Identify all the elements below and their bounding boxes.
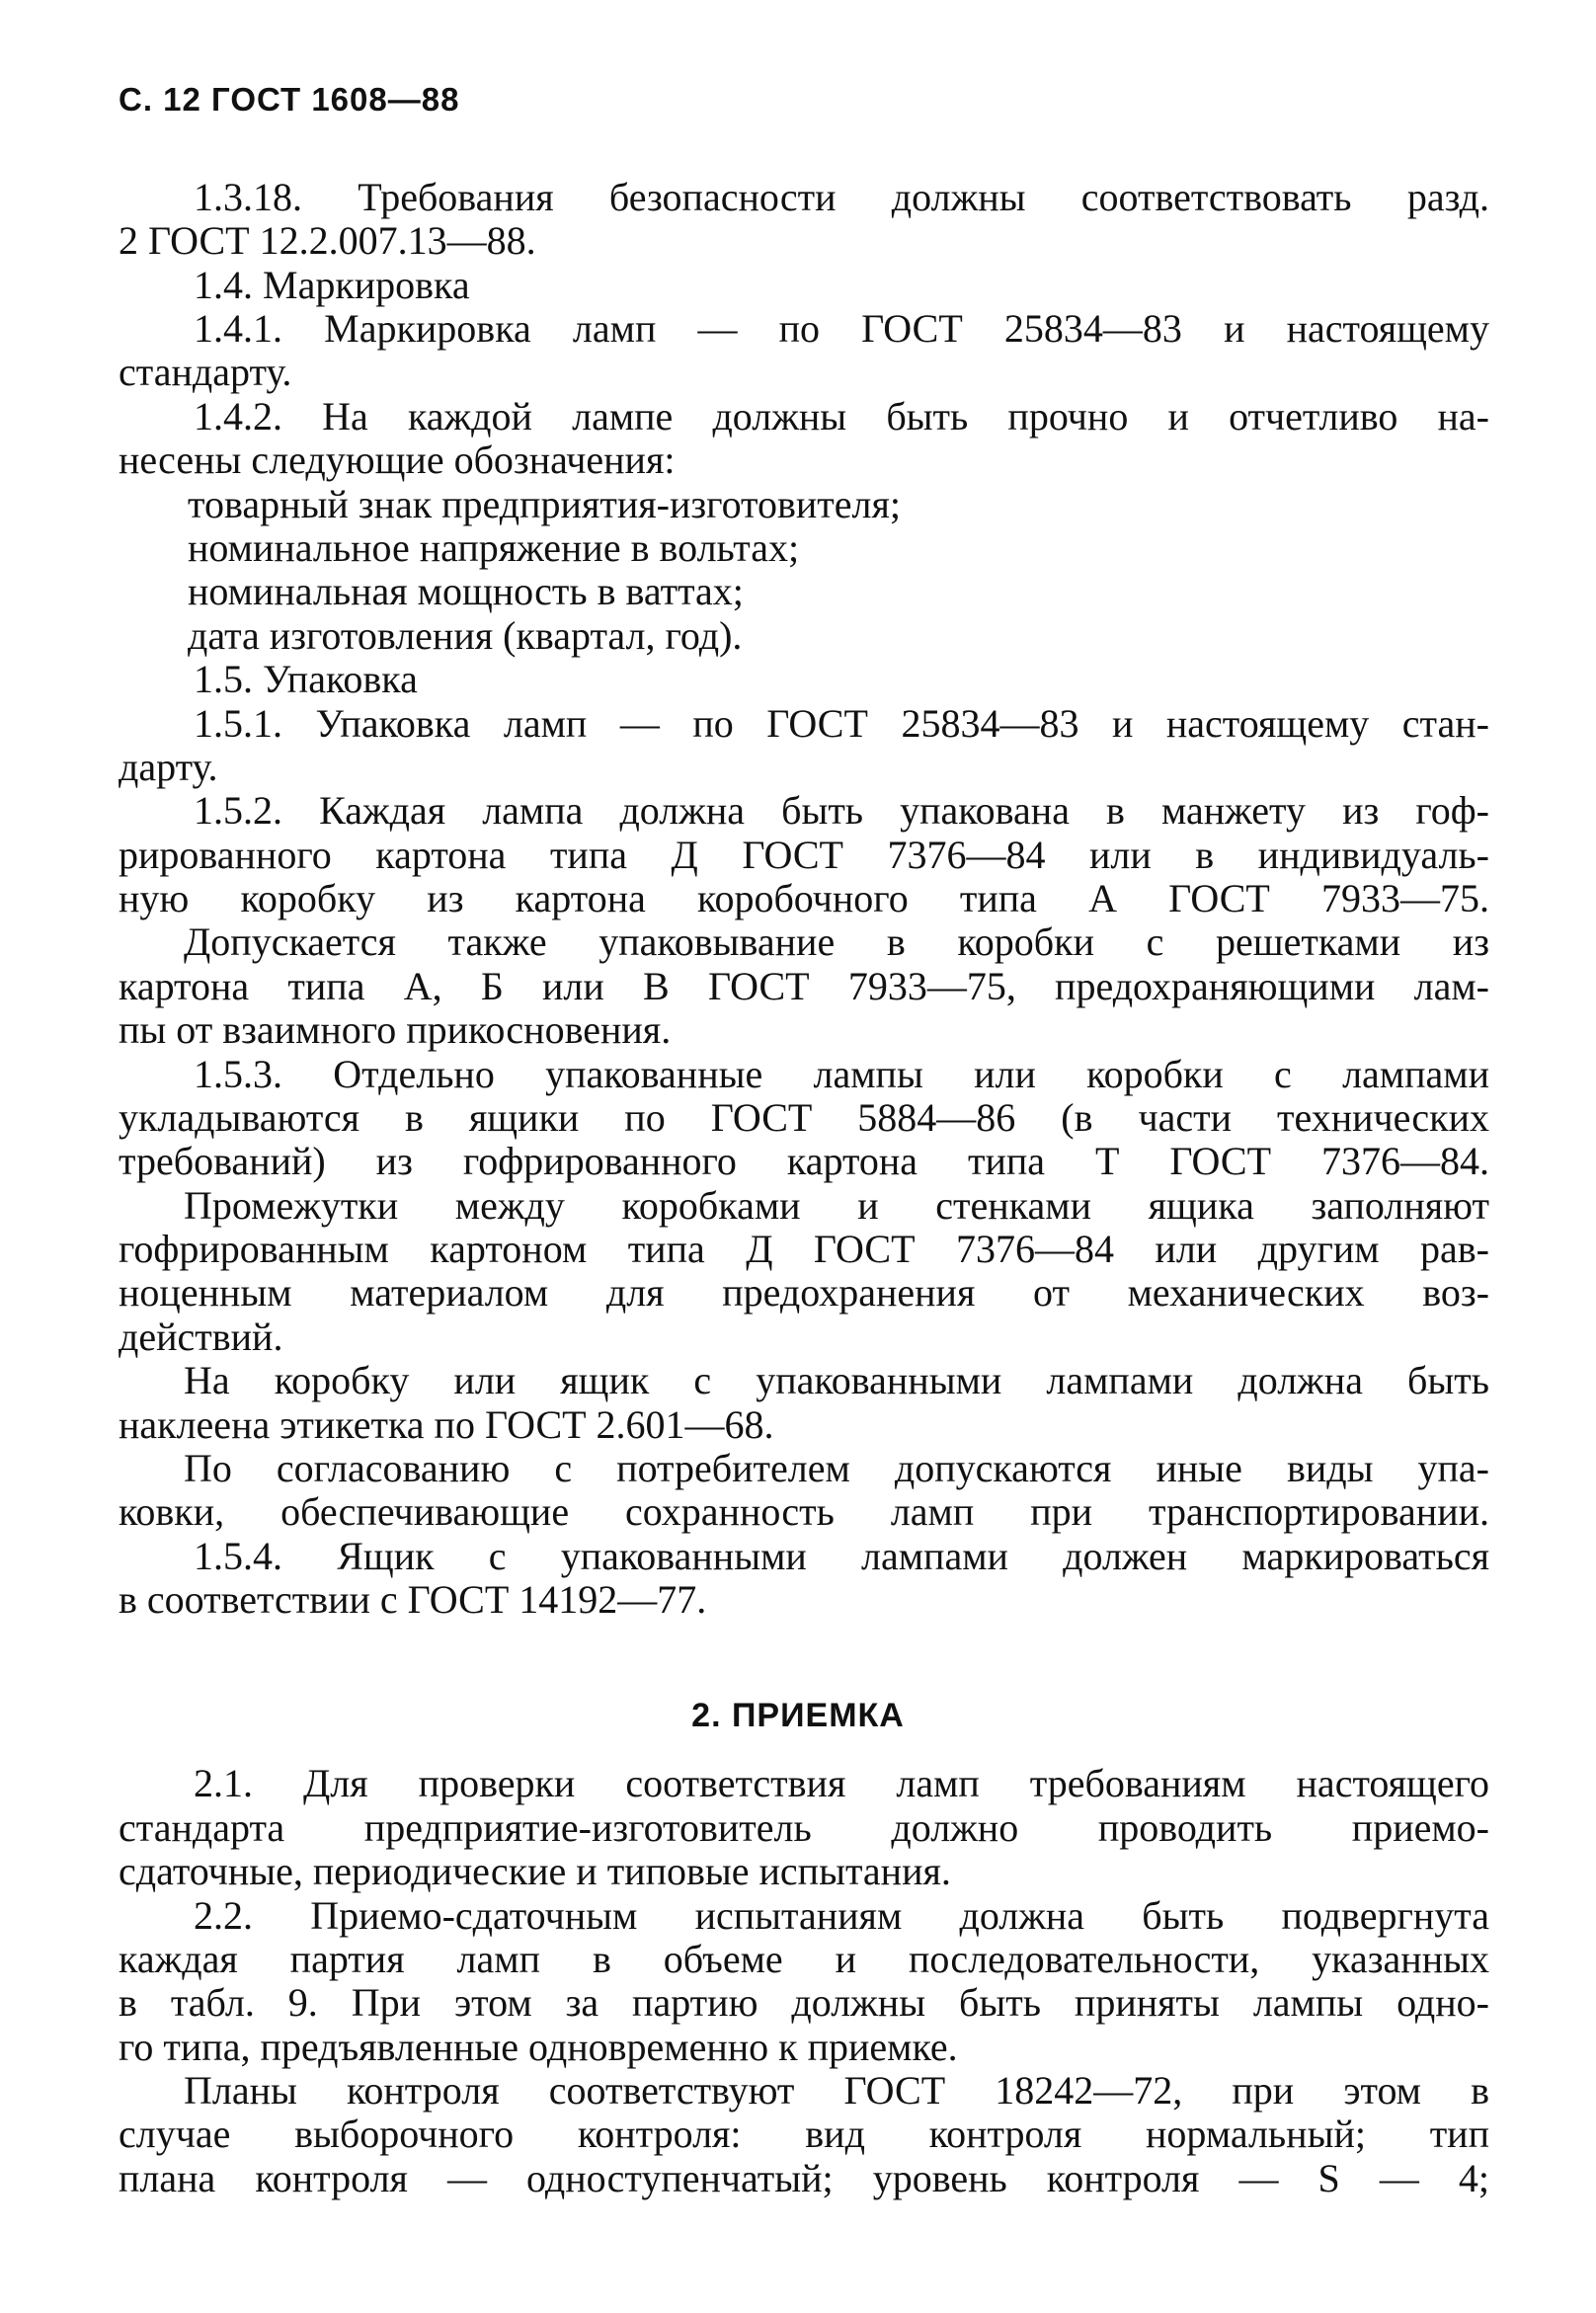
body-text-line-21: 1.5.3. Отдельно упакованные лампы или коробки с лампами <box>194 1052 1489 1096</box>
body-text-line-9: номинальное напряжение в вольтах; <box>188 525 800 570</box>
body-text-line-30: По согласованию с потребителем допускаются иные виды упа- <box>184 1446 1489 1490</box>
body-text-line-4: 1.4.1. Маркировка ламп — по ГОСТ 25834—83 и настоящему <box>194 306 1489 351</box>
body-text-line-32: 1.5.4. Ящик с упакованными лампами должен маркироваться <box>194 1534 1489 1578</box>
body-text-line-3: 1.4. Маркировка <box>194 263 470 307</box>
body-text-line-7: несены следующие обозначения: <box>119 438 676 482</box>
body-text-line-18: Допускается также упаковывание в коробки с решетками из <box>184 919 1489 964</box>
body-text-line-23: требований) из гофрированного картона типа Т ГОСТ 7376—84. <box>119 1139 1489 1183</box>
body-text-line-10: номинальная мощность в ваттах; <box>188 569 744 613</box>
body-text-line-27: действий. <box>119 1315 283 1359</box>
body-text-line-19: картона типа А, Б или В ГОСТ 7933—75, предохраняющими лам- <box>119 964 1489 1008</box>
body-text-line-2: 2 ГОСТ 12.2.007.13—88. <box>119 218 536 263</box>
body-text-line-17: ную коробку из картона коробочного типа А ГОСТ 7933—75. <box>119 876 1489 920</box>
body-text-line-24: Промежутки между коробками и стенками ящика заполняют <box>184 1183 1489 1228</box>
page-header: С. 12 ГОСТ 1608—88 <box>119 81 460 118</box>
acceptance-text-line-8: Планы контроля соответствуют ГОСТ 18242—72, при этом в <box>184 2068 1489 2113</box>
body-text-line-29: наклеена этикетка по ГОСТ 2.601—68. <box>119 1402 774 1447</box>
body-text-line-13: 1.5.1. Упаковка ламп — по ГОСТ 25834—83 и настоящему стан- <box>194 701 1489 746</box>
acceptance-text-line-1: 2.1. Для проверки соответствия ламп требованиям настоящего <box>194 1761 1489 1805</box>
body-text-line-12: 1.5. Упаковка <box>194 657 418 701</box>
body-text-line-8: товарный знак предприятия-изготовителя; <box>188 482 901 526</box>
acceptance-text-line-2: стандарта предприятие-изготовитель должно проводить приемо- <box>119 1805 1489 1850</box>
acceptance-text-line-9: случае выборочного контроля: вид контроля нормальный; тип <box>119 2112 1489 2156</box>
body-text-line-16: рированного картона типа Д ГОСТ 7376—84 или в индивидуаль- <box>119 833 1489 877</box>
acceptance-text-line-6: в табл. 9. При этом за партию должны быть приняты лампы одно- <box>119 1980 1489 2025</box>
body-text-line-14: дарту. <box>119 745 218 789</box>
body-text-line-15: 1.5.2. Каждая лампа должна быть упакована в манжету из гоф- <box>194 788 1489 833</box>
section-title: 2. ПРИЕМКА <box>691 1697 905 1734</box>
body-text-line-5: стандарту. <box>119 350 292 394</box>
body-text-line-22: укладываются в ящики по ГОСТ 5884—86 (в части технических <box>119 1095 1489 1140</box>
body-text-line-25: гофрированным картоном типа Д ГОСТ 7376—84 или другим рав- <box>119 1227 1489 1271</box>
acceptance-text-line-4: 2.2. Приемо-сдаточным испытаниям должна быть подвергнута <box>194 1893 1489 1938</box>
acceptance-text-line-5: каждая партия ламп в объеме и последовательности, указанных <box>119 1937 1489 1981</box>
body-text-line-31: ковки, обеспечивающие сохранность ламп при транспортировании. <box>119 1489 1489 1534</box>
body-text-line-1: 1.3.18. Требования безопасности должны соответствовать разд. <box>194 175 1489 219</box>
acceptance-text-line-3: сдаточные, периодические и типовые испытания. <box>119 1849 951 1893</box>
body-text-line-20: пы от взаимного прикосновения. <box>119 1007 672 1052</box>
body-text-line-26: ноценным материалом для предохранения от механических воз- <box>119 1270 1489 1315</box>
body-text-line-6: 1.4.2. На каждой лампе должны быть прочно и отчетливо на- <box>194 394 1489 439</box>
acceptance-text-line-7: го типа, предъявленные одновременно к приемке. <box>119 2025 958 2069</box>
acceptance-text-line-10: плана контроля — одноступенчатый; уровень контроля — S — 4; <box>119 2156 1489 2200</box>
body-text-line-33: в соответствии с ГОСТ 14192—77. <box>119 1577 707 1622</box>
body-text-line-28: На коробку или ящик с упакованными лампами должна быть <box>184 1358 1489 1402</box>
body-text-line-11: дата изготовления (квартал, год). <box>188 613 743 658</box>
